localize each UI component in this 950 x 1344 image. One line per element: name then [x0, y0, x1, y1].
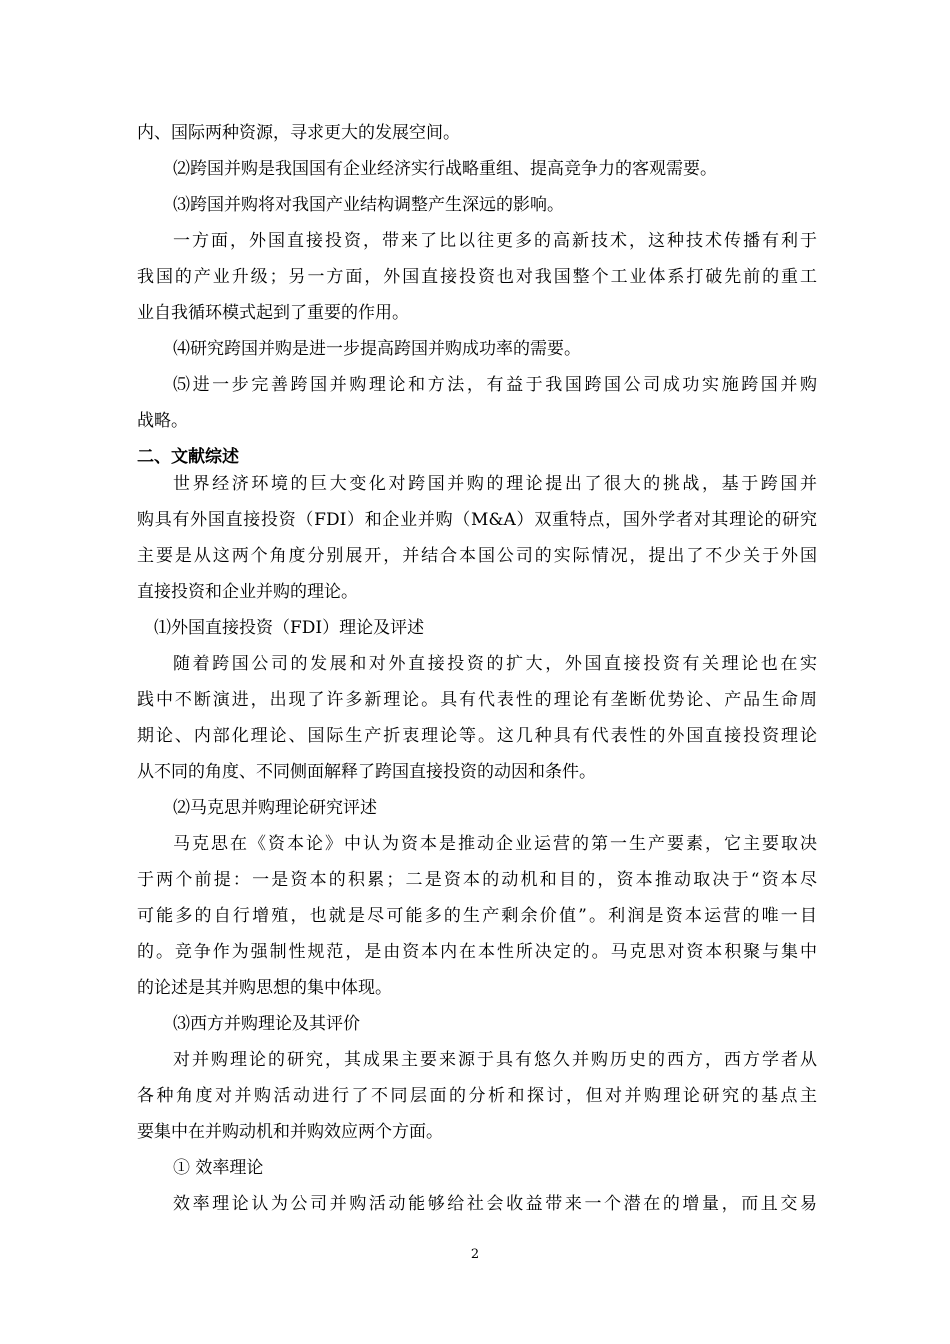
page-number: 2 — [470, 1247, 480, 1262]
subsection-heading: ⑶西方并购理论及其评价 — [173, 1014, 360, 1034]
text-line: 主要是从这两个角度分别展开，并结合本国公司的实际情况，提出了不少关于外国 — [137, 546, 817, 566]
text-line: 期论、内部化理论、国际生产折衷理论等。这几种具有代表性的外国直接投资理论 — [137, 726, 817, 746]
text-line: 的论述是其并购思想的集中体现。 — [137, 978, 392, 998]
text-line: 从不同的角度、不同侧面解释了跨国直接投资的动因和条件。 — [137, 762, 596, 782]
text-line: 对并购理论的研究，其成果主要来源于具有悠久并购历史的西方，西方学者从 — [173, 1050, 817, 1070]
subsection-heading: ⑵马克思并购理论研究评述 — [173, 798, 377, 818]
text-line: 内、国际两种资源，寻求更大的发展空间。 — [137, 123, 460, 143]
text-line: ⑸进一步完善跨国并购理论和方法，有益于我国跨国公司成功实施跨国并购 — [173, 375, 817, 395]
text-line: 的。竞争作为强制性规范，是由资本内在本性所决定的。马克思对资本积聚与集中 — [137, 942, 817, 962]
text-line: ⑶跨国并购将对我国产业结构调整产生深远的影响。 — [173, 195, 564, 215]
subsection-heading: ⑴外国直接投资（FDI）理论及评述 — [154, 618, 425, 638]
text-line: 世界经济环境的巨大变化对跨国并购的理论提出了很大的挑战，基于跨国并 — [173, 474, 817, 494]
text-line: 我国的产业升级；另一方面，外国直接投资也对我国整个工业体系打破先前的重工 — [137, 267, 817, 287]
text-line: 可能多的自行增殖，也就是尽可能多的生产剩余价值”。利润是资本运营的唯一目 — [137, 906, 817, 926]
text-line: 购具有外国直接投资（FDI）和企业并购（M&A）双重特点，国外学者对其理论的研究 — [137, 510, 817, 530]
text-line: 一方面，外国直接投资，带来了比以往更多的高新技术，这种技术传播有利于 — [173, 231, 817, 251]
text-line: 效率理论认为公司并购活动能够给社会收益带来一个潜在的增量，而且交易 — [173, 1194, 817, 1214]
text-line: 于两个前提：一是资本的积累；二是资本的动机和目的，资本推动取决于“资本尽 — [137, 870, 817, 890]
text-line: 要集中在并购动机和并购效应两个方面。 — [137, 1122, 443, 1142]
section-heading: 二、文献综述 — [137, 447, 239, 467]
text-line: ⑵跨国并购是我国国有企业经济实行战略重组、提高竞争力的客观需要。 — [173, 159, 717, 179]
text-line: 战略。 — [137, 411, 188, 431]
text-line: 各种角度对并购活动进行了不同层面的分析和探讨，但对并购理论研究的基点主 — [137, 1086, 817, 1106]
text-line: 业自我循环模式起到了重要的作用。 — [137, 303, 409, 323]
text-line: ⑷研究跨国并购是进一步提高跨国并购成功率的需要。 — [173, 339, 581, 359]
text-line: 随着跨国公司的发展和对外直接投资的扩大，外国直接投资有关理论也在实 — [173, 654, 817, 674]
text-line: 直接投资和企业并购的理论。 — [137, 582, 358, 602]
text-line: 马克思在《资本论》中认为资本是推动企业运营的第一生产要素，它主要取决 — [173, 834, 817, 854]
text-line: 践中不断演进，出现了许多新理论。具有代表性的理论有垄断优势论、产品生命周 — [137, 690, 817, 710]
subsection-heading: ① 效率理论 — [173, 1158, 264, 1178]
